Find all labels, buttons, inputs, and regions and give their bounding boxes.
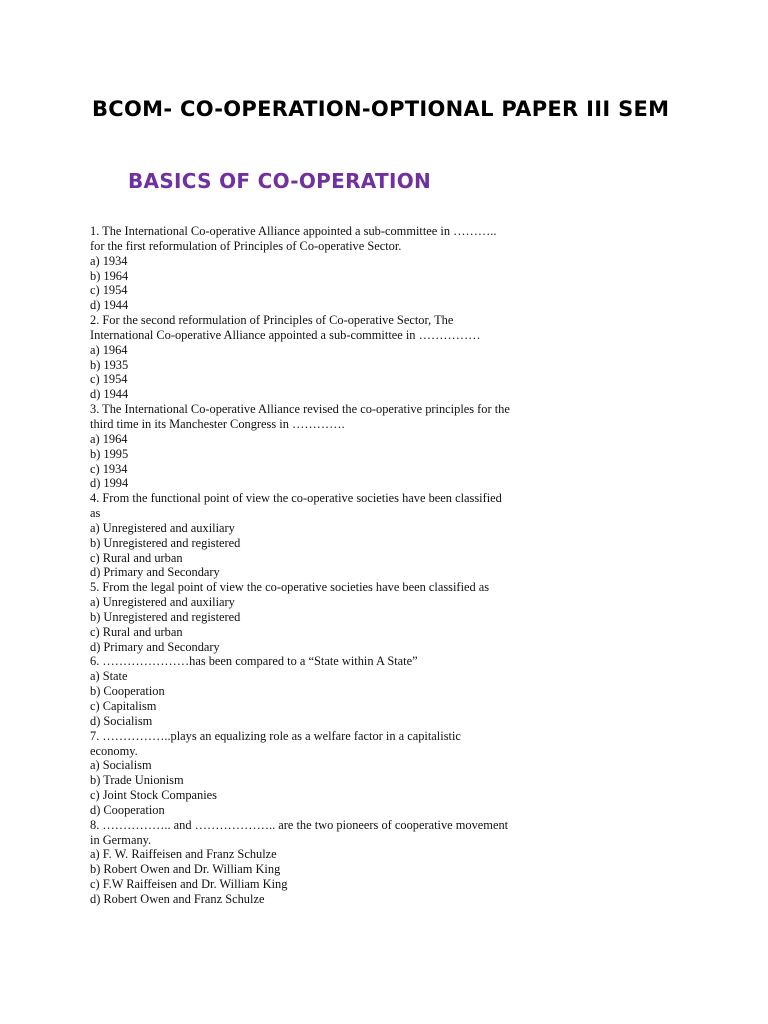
question-text: 7. ……………..plays an equalizing role as a welfare factor in a capitalistic economy. — [90, 728, 461, 758]
option-c: c) Joint Stock Companies — [90, 788, 217, 803]
option-b: b) Unregistered and registered — [90, 609, 241, 624]
question-list — [90, 224, 510, 907]
option-b: b) 1935 — [90, 357, 129, 372]
option-c: c) Rural and urban — [90, 624, 183, 639]
option-a: a) 1964 — [90, 431, 128, 446]
document-title: BCOM- CO-OPERATION-OPTIONAL PAPER III SEM — [92, 97, 670, 121]
option-d: d) Socialism — [90, 713, 153, 728]
option-a: a) 1934 — [90, 253, 128, 268]
option-d: d) 1944 — [90, 298, 129, 313]
option-c: c) Capitalism — [90, 699, 157, 713]
option-d: d) Primary and Secondary — [90, 639, 220, 654]
question-5 — [90, 580, 510, 654]
question-text: 6. …………………has been compared to a “State within A State” — [90, 654, 418, 669]
option-a: a) State — [90, 669, 128, 684]
option-c: c) 1954 — [90, 372, 128, 387]
option-d: d) Robert Owen and Franz Schulze — [90, 891, 265, 906]
option-b: b) Unregistered and registered — [90, 535, 241, 550]
question-4 — [90, 491, 510, 580]
question-8 — [90, 818, 510, 907]
question-text: 1. The International Co-operative Alliance appointed a sub-committee in ……….. for the first reformulation of Principles of Co-operative Sector. — [90, 224, 497, 253]
option-d: d) Primary and Secondary — [90, 565, 220, 580]
option-d: d) 1994 — [90, 476, 129, 491]
question-3 — [90, 402, 510, 491]
option-a: a) Unregistered and auxiliary — [90, 520, 235, 535]
question-1 — [90, 224, 510, 313]
option-a: a) F. W. Raiffeisen and Franz Schulze — [90, 847, 277, 862]
question-6 — [90, 654, 510, 728]
option-c: c) 1954 — [90, 283, 128, 298]
option-c: c) 1934 — [90, 461, 128, 476]
question-7 — [90, 729, 510, 818]
question-text: 2. For the second reformulation of Principles of Co-operative Sector, The International Co-operative Alliance appointed a sub-committee in …………… — [90, 313, 481, 342]
question-text: 4. From the functional point of view the co-operative societies have been classified as — [90, 491, 502, 521]
question-text: 5. From the legal point of view the co-operative societies have been classified as — [90, 580, 490, 595]
option-b: b) 1995 — [90, 446, 129, 461]
option-a: a) Unregistered and auxiliary — [90, 595, 235, 610]
option-a: a) 1964 — [90, 342, 128, 357]
option-d: d) 1944 — [90, 387, 129, 402]
option-b: b) 1964 — [90, 268, 129, 283]
question-text: 3. The International Co-operative Alliance revised the co-operative principles for the third time in its Manchester Congress in …………. — [90, 402, 510, 431]
option-c: c) F.W Raiffeisen and Dr. William King — [90, 877, 288, 892]
option-a: a) Socialism — [90, 758, 152, 773]
option-d: d) Cooperation — [90, 802, 165, 817]
question-2 — [90, 313, 510, 402]
option-b: b) Cooperation — [90, 684, 165, 699]
option-b: b) Robert Owen and Dr. William King — [90, 862, 281, 877]
option-b: b) Trade Unionism — [90, 773, 184, 788]
question-text: 8. …………….. and ……………….. are the two pioneers of cooperative movement in Germany. — [90, 817, 509, 847]
section-title: BASICS OF CO-OPERATION — [128, 169, 432, 193]
option-c: c) Rural and urban — [90, 550, 183, 565]
